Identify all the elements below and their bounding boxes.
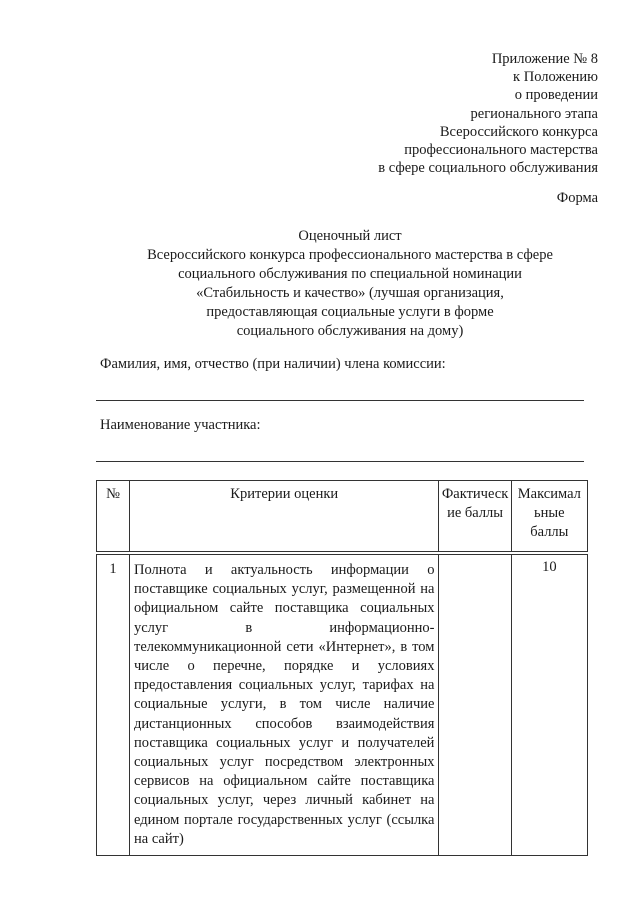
- header-actual-score: Фактическ ие баллы: [439, 481, 511, 554]
- document-title: [100, 227, 600, 341]
- table-header-row: [97, 481, 588, 554]
- participant-label: Наименование участника:: [100, 417, 261, 433]
- appendix-line: Всероссийского конкурса: [439, 123, 598, 140]
- appendix-header: [378, 50, 598, 177]
- row-max-score: 10: [511, 553, 587, 856]
- criteria-table: [96, 480, 588, 856]
- appendix-line: профессионального мастерства: [404, 142, 598, 159]
- title-line: Оценочный лист: [298, 228, 402, 244]
- appendix-line: в сфере социального обслуживания: [378, 160, 598, 177]
- appendix-line: Приложение № 8: [491, 51, 598, 67]
- title-line: социального обслуживания на дому): [236, 323, 464, 339]
- commission-member-label: Фамилия, имя, отчество (при наличии) члена комиссии:: [100, 356, 446, 372]
- title-line: Всероссийского конкурса профессионального мастерства в сфере: [147, 247, 553, 263]
- title-line: социального обслуживания по специальной номинации: [178, 266, 522, 282]
- commission-member-line[interactable]: [96, 400, 584, 401]
- participant-line[interactable]: [96, 461, 584, 462]
- appendix-line: регионального этапа: [470, 105, 598, 122]
- appendix-line: к Положению: [513, 69, 598, 86]
- appendix-line: о проведении: [514, 87, 598, 104]
- title-line: «Стабильность и качество» (лучшая организация,: [196, 285, 504, 301]
- row-criteria: Полнота и актуальность информации о поставщике социальных услуг, размещенной на официальном сайте поставщика социальных услуг в информационно-телекоммуникационной сети «Интернет», в том числе о перечне, порядке и условиях предоставления социальных услуг, тарифах на социальные услуги, в том числе наличие дистанционных способов взаимодействия поставщика социальных услуг и получателей социальных услуг посредством электронных сервисов на официальном сайте поставщика социальных услуг, через личный кабинет на едином портале государственных услуг (ссылка на сайт): [130, 553, 439, 856]
- form-label: Форма: [556, 190, 598, 206]
- title-line: предоставляющая социальные услуги в форме: [206, 304, 494, 320]
- header-num: №: [97, 481, 130, 554]
- row-actual-score[interactable]: [439, 553, 511, 856]
- row-num: 1: [97, 553, 130, 856]
- table-row: [97, 553, 588, 856]
- header-criteria: Критерии оценки: [130, 481, 439, 554]
- header-max-score: Максимал ьные баллы: [511, 481, 587, 554]
